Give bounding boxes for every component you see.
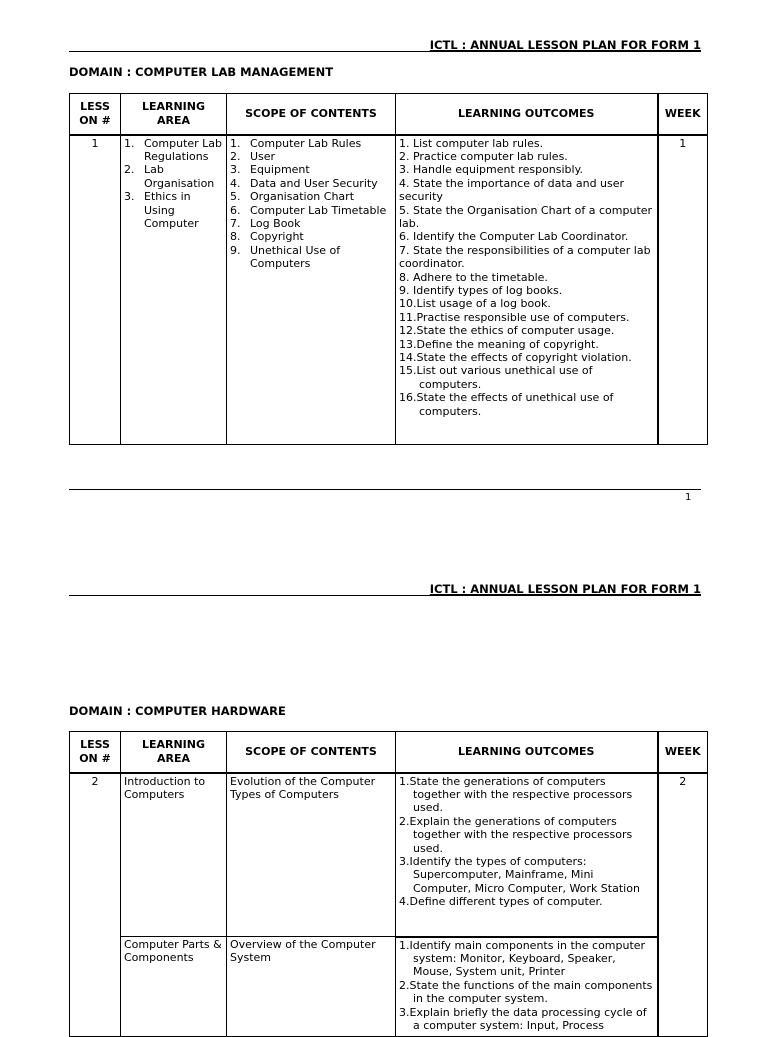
col-header-scope: SCOPE OF CONTENTS [227,94,396,135]
learning-area-list [124,137,223,231]
col-header-scope: SCOPE OF CONTENTS [227,732,396,773]
header-rule [69,595,701,596]
page-number: 1 [685,492,692,503]
list-item: 7. Log Book [230,216,301,230]
scope-cell [227,135,396,445]
lesson-plan-table [69,731,708,1037]
outcomes-cell [396,135,658,445]
col-header-outcomes: LEARNING OUTCOMES [396,94,658,135]
list-item: 3. Equipment [230,163,310,177]
list-item: 8. Copyright [230,230,304,244]
col-header-outcomes: LEARNING OUTCOMES [396,732,658,773]
outcome-item: 3.Explain briefly the data processing cycle of a computer system: Input, Process [399,1005,647,1032]
lesson-number: 2 [70,773,121,1037]
outcome-item: 15.List out various unethical use of computers. [399,364,593,391]
col-header-week: WEEK [658,732,708,773]
outcome-item: 1.Identify main components in the computer system: Monitor, Keyboard, Speaker, Mouse, System unit, Printer [399,938,646,979]
outcome-item: 11.Practise responsible use of computers. [399,310,630,324]
list-item: 1. Computer Lab Regulations [124,136,223,163]
outcome-item: 2.State the functions of the main components in the computer system. [399,978,653,1006]
outcome-item: 4. State the importance of data and user security [399,176,625,204]
table-row [70,773,708,937]
week-number: 1 [658,135,708,445]
col-header-lesson: LESS ON # [70,94,121,135]
page-header-title: ICTL : ANNUAL LESSON PLAN FOR FORM 1 [429,38,701,52]
outcome-item: 16.State the effects of unethical use of computers. [399,391,614,418]
outcome-item: 6. Identify the Computer Lab Coordinator. [399,230,629,244]
col-header-lesson: LESS ON # [70,732,121,773]
outcome-item: 2. Practice computer lab rules. [399,149,568,163]
col-header-week: WEEK [658,94,708,135]
page-header-title: ICTL : ANNUAL LESSON PLAN FOR FORM 1 [429,582,701,596]
outcome-item: 10.List usage of a log book. [399,297,551,311]
domain-title: DOMAIN : COMPUTER HARDWARE [69,704,286,718]
header-rule [69,51,701,52]
outcome-item: 7. State the responsibilities of a computer lab coordinator. [399,243,651,271]
list-item: 4. Data and User Security [230,176,378,190]
scope-list [230,137,392,271]
outcome-item: 1. List computer lab rules. [399,136,544,150]
outcome-item: 4.Define different types of computer. [399,895,603,909]
outcome-item: 13.Define the meaning of copyright. [399,337,599,351]
learning-area-cell: Introduction to Computers [121,773,227,937]
table-row [70,937,708,1037]
outcome-item: 5. State the Organisation Chart of a computer lab. [399,203,653,230]
outcome-item: 14.State the effects of copyright violation. [399,351,632,364]
outcome-item: 8. Adhere to the timetable. [399,270,548,284]
col-header-learning-area: LEARNING AREA [121,732,227,773]
list-item: 5. Organisation Chart [230,190,355,204]
learning-area-cell [121,135,227,445]
list-item: 6. Computer Lab Timetable [230,203,387,217]
learning-area-cell: Computer Parts & Components [121,937,227,1037]
outcome-item: 2.Explain the generations of computers together with the respective processors used. [399,814,633,855]
outcome-item: 3. Handle equipment responsibly. [399,163,584,177]
list-item: 2. Lab Organisation [124,163,215,190]
table-header-row [70,94,708,135]
outcomes-cell [396,937,658,1037]
table-row [70,135,708,445]
col-header-learning-area: LEARNING AREA [121,94,227,135]
list-item: 3. Ethics in Using Computer [124,190,199,230]
outcome-item: 1.State the generations of computers together with the respective processors used. [399,774,633,815]
week-number: 2 [658,773,708,1037]
outcome-item: 9. Identify types of log books. [399,283,563,297]
lesson-plan-table [69,93,708,445]
scope-cell: Overview of the Computer System [227,937,396,1037]
outcome-item: 3.Identify the types of computers: Supercomputer, Mainframe, Mini Computer, Micro Computer, Work Station [399,854,640,895]
lesson-number: 1 [70,135,121,445]
domain-title: DOMAIN : COMPUTER LAB MANAGEMENT [69,65,334,79]
table-header-row [70,732,708,773]
scope-cell: Evolution of the Computer Types of Computers [227,773,396,937]
list-item: 1. Computer Lab Rules [230,136,362,150]
list-item: 9. Unethical Use of Computers [230,243,341,271]
outcome-item: 12.State the ethics of computer usage. [399,324,615,338]
outcomes-cell [396,773,658,937]
list-item: 2. User [230,149,276,163]
footer-rule [69,489,701,490]
